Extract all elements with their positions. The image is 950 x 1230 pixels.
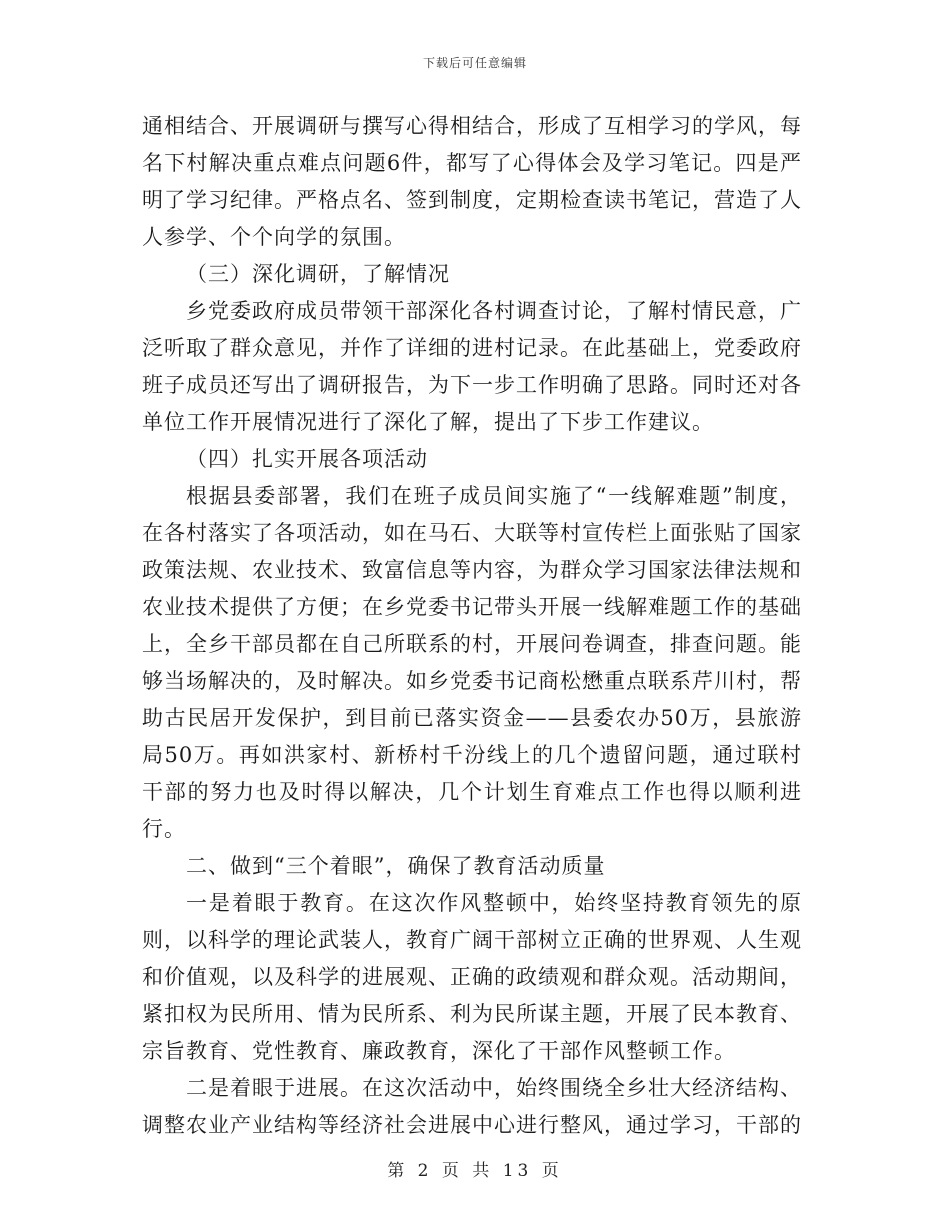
document-body	[142, 108, 802, 1144]
page-header-note: 下载后可任意编辑	[422, 56, 527, 70]
paragraph-study-style: 通相结合、开展调研与撰写心得相结合，形成了互相学习的学风，每名下村解决重点难点问题6件，都写了心得体会及学习笔记。四是严明了学习纪律。严格点名、签到制度，定期检查读书笔记，营造了人人参学、个个向学的氛围。	[142, 114, 802, 249]
paragraph-activities: 根据县委部署，我们在班子成员间实施了“一线解难题”制度，在各村落实了各项活动，如在马石、大联等村宣传栏上面张贴了国家政策法规、农业技术、致富信息等内容，为群众学习国家法律法规和农业技术提供了方便；在乡党委书记带头开展一线解难题工作的基础上，全乡干部员都在自己所联系的村，开展问卷调查，排查问题。能够当场解决的，及时解决。如乡党委书记商松懋重点联系芹川村，帮助古民居开发保护，到目前已落实资金——县委农办50万，县旅游局50万。再如洪家村、新桥村千汾线上的几个遗留问题，通过联村干部的努力也及时得以解决，几个计划生育难点工作也得以顺利进行。	[142, 484, 802, 841]
section-heading-research: （三）深化调研，了解情况	[186, 262, 450, 286]
section-heading-activities: （四）扎实开展各项活动	[186, 447, 428, 471]
paragraph-focus-development: 二是着眼于进展。在这次活动中，始终围绕全乡壮大经济结构、调整农业产业结构等经济社会进展中心进行整风，通过学习，干部的	[142, 1076, 802, 1137]
paragraph-research: 乡党委政府成员带领干部深化各村调查讨论，了解村情民意，广泛听取了群众意见，并作了详细的进村记录。在此基础上，党委政府班子成员还写出了调研报告，为下一步工作明确了思路。同时还对各单位工作开展情况进行了深化了解，提出了下步工作建议。	[142, 299, 802, 434]
section-heading-three-focus: 二、做到“三个着眼”，确保了教育活动质量	[186, 854, 606, 878]
page-number-footer: 第 2 页 共 13 页	[387, 1161, 563, 1181]
paragraph-focus-education: 一是着眼于教育。在这次作风整顿中，始终坚持教育领先的原则，以科学的理论武装人，教育广阔干部树立正确的世界观、人生观和价值观，以及科学的进展观、正确的政绩观和群众观。活动期间，紧扣权为民所用、情为民所系、利为民所谋主题，开展了民本教育、宗旨教育、党性教育、廉政教育，深化了干部作风整顿工作。	[142, 891, 802, 1063]
